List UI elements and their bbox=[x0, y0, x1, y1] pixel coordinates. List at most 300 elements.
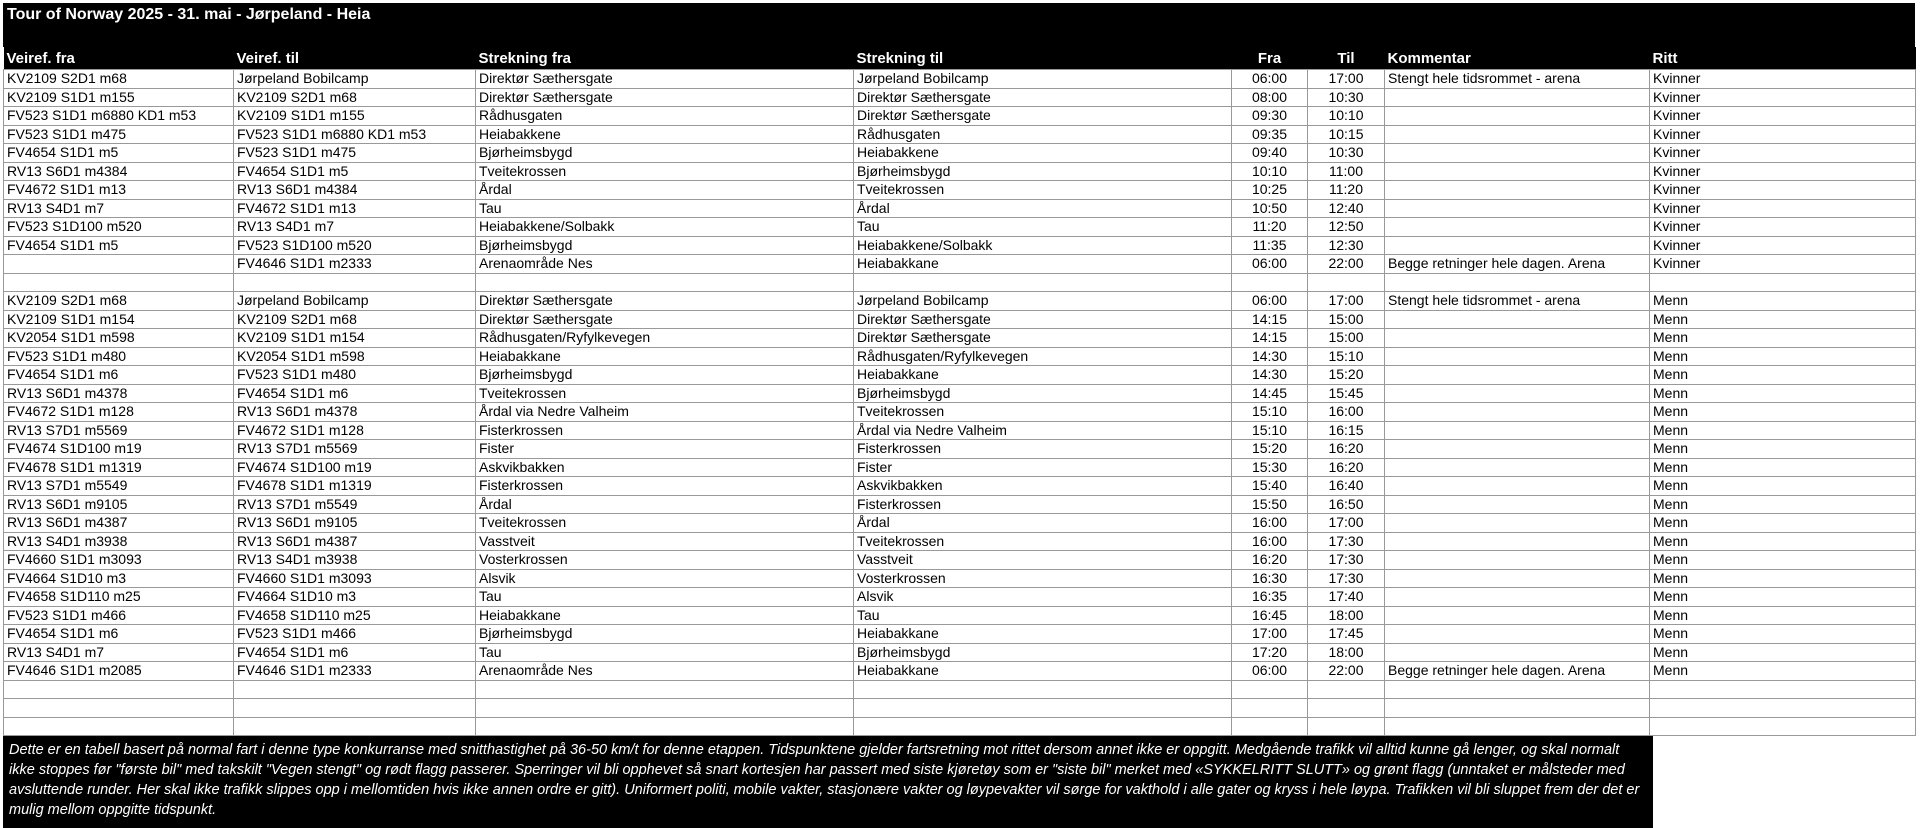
table-cell: 15:10 bbox=[1232, 421, 1308, 440]
table-cell: RV13 S4D1 m3938 bbox=[234, 551, 476, 570]
table-row bbox=[4, 606, 1916, 625]
table-cell bbox=[1308, 717, 1385, 736]
table-cell: RV13 S7D1 m5569 bbox=[234, 440, 476, 459]
table-cell bbox=[1385, 88, 1650, 107]
table-cell: Menn bbox=[1650, 514, 1916, 533]
table-cell: KV2109 S2D1 m68 bbox=[4, 70, 234, 89]
column-header: Veiref. fra bbox=[4, 47, 234, 70]
table-cell bbox=[234, 699, 476, 718]
table-row bbox=[4, 366, 1916, 385]
column-header: Ritt bbox=[1650, 47, 1916, 70]
table-cell: KV2054 S1D1 m598 bbox=[234, 347, 476, 366]
column-header: Til bbox=[1308, 47, 1385, 70]
table-cell: FV4654 S1D1 m6 bbox=[234, 643, 476, 662]
table-cell: 17:40 bbox=[1308, 588, 1385, 607]
table-cell: 17:30 bbox=[1308, 551, 1385, 570]
table-cell: 17:00 bbox=[1308, 292, 1385, 311]
table-cell: 22:00 bbox=[1308, 255, 1385, 274]
table-row bbox=[4, 181, 1916, 200]
table-cell: Kvinner bbox=[1650, 236, 1916, 255]
table-cell: 10:30 bbox=[1308, 144, 1385, 163]
table-cell: Direktør Sæthersgate bbox=[476, 292, 854, 311]
table-cell: 16:20 bbox=[1308, 440, 1385, 459]
table-cell: Askvikbakken bbox=[854, 477, 1232, 496]
table-cell: Tveitekrossen bbox=[854, 181, 1232, 200]
table-cell bbox=[1385, 310, 1650, 329]
table-cell: 17:20 bbox=[1232, 643, 1308, 662]
table-cell: 15:40 bbox=[1232, 477, 1308, 496]
table-cell: 16:00 bbox=[1232, 514, 1308, 533]
table-cell bbox=[1385, 551, 1650, 570]
table-cell: Menn bbox=[1650, 606, 1916, 625]
table-cell: 15:10 bbox=[1232, 403, 1308, 422]
table-cell: Tveitekrossen bbox=[854, 403, 1232, 422]
table-cell: RV13 S4D1 m7 bbox=[4, 199, 234, 218]
table-cell: RV13 S6D1 m9105 bbox=[234, 514, 476, 533]
table-cell: Menn bbox=[1650, 643, 1916, 662]
table-cell: RV13 S6D1 m4378 bbox=[234, 403, 476, 422]
table-cell bbox=[1385, 514, 1650, 533]
table-row bbox=[4, 329, 1916, 348]
table-cell: Kvinner bbox=[1650, 162, 1916, 181]
table-row bbox=[4, 384, 1916, 403]
table-cell: RV13 S6D1 m4384 bbox=[234, 181, 476, 200]
table-cell: Rådhusgaten/Ryfylkevegen bbox=[854, 347, 1232, 366]
table-cell: Tveitekrossen bbox=[854, 532, 1232, 551]
table-cell bbox=[1385, 421, 1650, 440]
table-cell: Stengt hele tidsrommet - arena bbox=[1385, 70, 1650, 89]
table-row bbox=[4, 162, 1916, 181]
table-cell: 11:20 bbox=[1232, 218, 1308, 237]
table-row bbox=[4, 458, 1916, 477]
table-cell bbox=[1385, 329, 1650, 348]
table-cell: Fister bbox=[476, 440, 854, 459]
table-cell: FV523 S1D100 m520 bbox=[4, 218, 234, 237]
table-cell: Vasstveit bbox=[476, 532, 854, 551]
table-cell: 15:00 bbox=[1308, 329, 1385, 348]
table-cell: Rådhusgaten/Ryfylkevegen bbox=[476, 329, 854, 348]
column-header: Strekning til bbox=[854, 47, 1232, 70]
table-cell bbox=[1308, 699, 1385, 718]
table-cell: FV4654 S1D1 m6 bbox=[4, 366, 234, 385]
table-cell: Direktør Sæthersgate bbox=[854, 107, 1232, 126]
table-cell: 10:15 bbox=[1308, 125, 1385, 144]
table-cell: FV4658 S1D110 m25 bbox=[234, 606, 476, 625]
table-cell: 17:30 bbox=[1308, 532, 1385, 551]
table-row bbox=[4, 440, 1916, 459]
table-cell: 11:00 bbox=[1308, 162, 1385, 181]
table-cell: 10:25 bbox=[1232, 181, 1308, 200]
table-cell: Menn bbox=[1650, 532, 1916, 551]
table-row bbox=[4, 699, 1916, 718]
table-cell: Fisterkrossen bbox=[476, 421, 854, 440]
table-cell: Kvinner bbox=[1650, 70, 1916, 89]
table-cell: FV4664 S1D10 m3 bbox=[234, 588, 476, 607]
table-cell bbox=[1385, 199, 1650, 218]
table-cell bbox=[1385, 440, 1650, 459]
table-cell: KV2109 S2D1 m68 bbox=[4, 292, 234, 311]
header-row bbox=[4, 47, 1916, 70]
table-cell bbox=[1385, 495, 1650, 514]
table-cell: 10:50 bbox=[1232, 199, 1308, 218]
table-cell: Heiabakkane bbox=[476, 347, 854, 366]
table-cell bbox=[854, 699, 1232, 718]
table-cell: FV523 S1D1 m466 bbox=[4, 606, 234, 625]
table-cell: FV4654 S1D1 m5 bbox=[234, 162, 476, 181]
table-cell: FV4674 S1D100 m19 bbox=[234, 458, 476, 477]
table-cell: 10:10 bbox=[1308, 107, 1385, 126]
table-cell: Årdal bbox=[854, 199, 1232, 218]
table-cell: Årdal bbox=[854, 514, 1232, 533]
table-cell: 16:35 bbox=[1232, 588, 1308, 607]
table-cell: Begge retninger hele dagen. Arena bbox=[1385, 662, 1650, 681]
table-cell: FV4678 S1D1 m1319 bbox=[234, 477, 476, 496]
table-cell bbox=[1650, 273, 1916, 292]
table-cell: FV523 S1D1 m6880 KD1 m53 bbox=[4, 107, 234, 126]
table-cell bbox=[1232, 273, 1308, 292]
table-cell: Vosterkrossen bbox=[476, 551, 854, 570]
table-cell: Menn bbox=[1650, 366, 1916, 385]
table-cell: Direktør Sæthersgate bbox=[476, 88, 854, 107]
table-cell bbox=[1385, 366, 1650, 385]
table-cell: 17:00 bbox=[1308, 514, 1385, 533]
table-cell: Heiabakkene bbox=[854, 144, 1232, 163]
table-row bbox=[4, 310, 1916, 329]
table-cell: KV2109 S1D1 m154 bbox=[4, 310, 234, 329]
table-cell: FV523 S1D1 m480 bbox=[234, 366, 476, 385]
table-cell: 14:15 bbox=[1232, 329, 1308, 348]
table-header bbox=[4, 47, 1916, 70]
table-cell bbox=[1650, 699, 1916, 718]
table-cell: FV4672 S1D1 m13 bbox=[234, 199, 476, 218]
table-row bbox=[4, 625, 1916, 644]
table-cell bbox=[1385, 717, 1650, 736]
table-row bbox=[4, 569, 1916, 588]
table-cell bbox=[1385, 680, 1650, 699]
table-cell: Jørpeland Bobilcamp bbox=[854, 70, 1232, 89]
table-cell: FV4654 S1D1 m6 bbox=[234, 384, 476, 403]
table-cell: 18:00 bbox=[1308, 606, 1385, 625]
table-row bbox=[4, 532, 1916, 551]
table-cell: Tau bbox=[854, 218, 1232, 237]
table-cell: Tau bbox=[476, 643, 854, 662]
table-cell: Menn bbox=[1650, 403, 1916, 422]
table-cell: 11:35 bbox=[1232, 236, 1308, 255]
table-cell: Menn bbox=[1650, 551, 1916, 570]
table-cell bbox=[1650, 717, 1916, 736]
table-cell: RV13 S4D1 m3938 bbox=[4, 532, 234, 551]
table-cell bbox=[476, 273, 854, 292]
table-cell: Årdal bbox=[476, 181, 854, 200]
table-cell: 06:00 bbox=[1232, 70, 1308, 89]
table-cell: Menn bbox=[1650, 292, 1916, 311]
table-cell: Kvinner bbox=[1650, 218, 1916, 237]
table-cell: 06:00 bbox=[1232, 292, 1308, 311]
table-cell: FV4646 S1D1 m2085 bbox=[4, 662, 234, 681]
table-cell: KV2109 S1D1 m155 bbox=[4, 88, 234, 107]
table-cell bbox=[1385, 532, 1650, 551]
table-cell: FV523 S1D1 m475 bbox=[234, 144, 476, 163]
table-cell: Kvinner bbox=[1650, 255, 1916, 274]
table-cell: Menn bbox=[1650, 421, 1916, 440]
table-cell bbox=[854, 680, 1232, 699]
table-cell bbox=[476, 699, 854, 718]
table-cell: Årdal bbox=[476, 495, 854, 514]
table-cell: FV4672 S1D1 m13 bbox=[4, 181, 234, 200]
table-row bbox=[4, 88, 1916, 107]
table-cell bbox=[1232, 680, 1308, 699]
table-cell: Direktør Sæthersgate bbox=[854, 329, 1232, 348]
table-cell: Heiabakkane bbox=[854, 366, 1232, 385]
table-cell: 14:45 bbox=[1232, 384, 1308, 403]
table-cell: Kvinner bbox=[1650, 144, 1916, 163]
table-cell: FV4672 S1D1 m128 bbox=[4, 403, 234, 422]
table-cell: 14:30 bbox=[1232, 366, 1308, 385]
table-cell: Jørpeland Bobilcamp bbox=[234, 292, 476, 311]
table-cell: Kvinner bbox=[1650, 181, 1916, 200]
table-cell: 16:40 bbox=[1308, 477, 1385, 496]
table-row bbox=[4, 514, 1916, 533]
table-cell: Rådhusgaten bbox=[476, 107, 854, 126]
table-cell: Fisterkrossen bbox=[476, 477, 854, 496]
table-cell bbox=[1308, 273, 1385, 292]
table-cell: Jørpeland Bobilcamp bbox=[234, 70, 476, 89]
table-cell bbox=[854, 273, 1232, 292]
table-cell: 18:00 bbox=[1308, 643, 1385, 662]
table-row bbox=[4, 125, 1916, 144]
table-cell: Menn bbox=[1650, 662, 1916, 681]
table-cell: Årdal via Nedre Valheim bbox=[476, 403, 854, 422]
table-cell bbox=[1385, 588, 1650, 607]
table-cell: FV4674 S1D100 m19 bbox=[4, 440, 234, 459]
table-cell bbox=[1385, 625, 1650, 644]
table-cell: Menn bbox=[1650, 347, 1916, 366]
table-cell: Fisterkrossen bbox=[854, 440, 1232, 459]
table-cell: FV4654 S1D1 m5 bbox=[4, 144, 234, 163]
table-cell: RV13 S7D1 m5549 bbox=[4, 477, 234, 496]
table-cell bbox=[476, 680, 854, 699]
table-cell: RV13 S6D1 m4387 bbox=[234, 532, 476, 551]
table-cell: Menn bbox=[1650, 495, 1916, 514]
table-cell: Bjørheimsbygd bbox=[854, 643, 1232, 662]
table-cell bbox=[4, 255, 234, 274]
table-cell: KV2109 S1D1 m154 bbox=[234, 329, 476, 348]
table-cell: Heiabakkane bbox=[854, 662, 1232, 681]
table-cell: 08:00 bbox=[1232, 88, 1308, 107]
table-cell: Heiabakkane bbox=[854, 625, 1232, 644]
table-cell bbox=[234, 717, 476, 736]
table-row bbox=[4, 551, 1916, 570]
table-row bbox=[4, 421, 1916, 440]
table-cell: Rådhusgaten bbox=[854, 125, 1232, 144]
closure-table bbox=[3, 47, 1916, 736]
table-cell: Tveitekrossen bbox=[476, 514, 854, 533]
table-cell: 12:40 bbox=[1308, 199, 1385, 218]
table-cell: 17:00 bbox=[1308, 70, 1385, 89]
column-header: Veiref. til bbox=[234, 47, 476, 70]
table-cell: Kvinner bbox=[1650, 199, 1916, 218]
table-cell: Direktør Sæthersgate bbox=[854, 310, 1232, 329]
table-row bbox=[4, 680, 1916, 699]
table-cell: Direktør Sæthersgate bbox=[476, 70, 854, 89]
table-cell: 17:30 bbox=[1308, 569, 1385, 588]
table-row bbox=[4, 477, 1916, 496]
table-cell: Stengt hele tidsrommet - arena bbox=[1385, 292, 1650, 311]
table-cell: Direktør Sæthersgate bbox=[854, 88, 1232, 107]
table-cell: Bjørheimsbygd bbox=[854, 162, 1232, 181]
table-cell: 09:35 bbox=[1232, 125, 1308, 144]
table-cell: Bjørheimsbygd bbox=[476, 625, 854, 644]
table-cell bbox=[1385, 125, 1650, 144]
table-row bbox=[4, 717, 1916, 736]
table-cell bbox=[4, 717, 234, 736]
table-cell: 17:00 bbox=[1232, 625, 1308, 644]
table-cell: Heiabakkene/Solbakk bbox=[854, 236, 1232, 255]
column-header: Kommentar bbox=[1385, 47, 1650, 70]
table-row bbox=[4, 144, 1916, 163]
table-cell: Askvikbakken bbox=[476, 458, 854, 477]
table-cell: Menn bbox=[1650, 569, 1916, 588]
table-cell: Heiabakkane bbox=[854, 255, 1232, 274]
table-row bbox=[4, 255, 1916, 274]
table-cell: Jørpeland Bobilcamp bbox=[854, 292, 1232, 311]
table-row bbox=[4, 495, 1916, 514]
table-cell: Bjørheimsbygd bbox=[476, 144, 854, 163]
table-cell bbox=[1650, 680, 1916, 699]
table-cell: 16:20 bbox=[1308, 458, 1385, 477]
table-cell: 09:40 bbox=[1232, 144, 1308, 163]
table-cell: 06:00 bbox=[1232, 662, 1308, 681]
table-cell: Fister bbox=[854, 458, 1232, 477]
column-header: Strekning fra bbox=[476, 47, 854, 70]
table-cell: 15:00 bbox=[1308, 310, 1385, 329]
table-cell bbox=[234, 680, 476, 699]
table-cell: 10:30 bbox=[1308, 88, 1385, 107]
table-cell: FV4658 S1D110 m25 bbox=[4, 588, 234, 607]
table-cell: Årdal via Nedre Valheim bbox=[854, 421, 1232, 440]
table-cell: 17:45 bbox=[1308, 625, 1385, 644]
table-cell: 15:20 bbox=[1232, 440, 1308, 459]
table-cell bbox=[476, 717, 854, 736]
table-cell bbox=[1385, 458, 1650, 477]
table-cell bbox=[1385, 162, 1650, 181]
table-cell bbox=[1232, 717, 1308, 736]
table-cell: RV13 S7D1 m5569 bbox=[4, 421, 234, 440]
table-cell: 14:30 bbox=[1232, 347, 1308, 366]
table-cell: 16:00 bbox=[1308, 403, 1385, 422]
table-cell: FV523 S1D1 m466 bbox=[234, 625, 476, 644]
table-cell bbox=[1385, 347, 1650, 366]
table-cell: 12:50 bbox=[1308, 218, 1385, 237]
table-cell: Kvinner bbox=[1650, 88, 1916, 107]
table-cell: Menn bbox=[1650, 458, 1916, 477]
table-cell bbox=[1385, 477, 1650, 496]
table-cell bbox=[4, 699, 234, 718]
table-cell bbox=[1385, 107, 1650, 126]
table-cell: Menn bbox=[1650, 588, 1916, 607]
table-cell: RV13 S7D1 m5549 bbox=[234, 495, 476, 514]
table-cell bbox=[1385, 218, 1650, 237]
table-row bbox=[4, 292, 1916, 311]
table-row bbox=[4, 218, 1916, 237]
table-cell: KV2054 S1D1 m598 bbox=[4, 329, 234, 348]
table-cell: Menn bbox=[1650, 477, 1916, 496]
disclaimer-note: Dette er en tabell basert på normal fart i denne type konkurranse med snitthastighet på 36-50 km/t for denne etappen. Tidspunktene gjelder fartsretning mot rittet dersom annet ikke er oppgitt. Medgående trafikk vil alltid kunne gå lenger, og skal normalt ikke stoppes før "første bil" med takskilt "Vegen stengt" og rødt flagg passerer. Sperringer vil bli opphevet så snart kortesjen har passert med siste kjøretøy som er "siste bil" merket med «SYKKELRITT SLUTT» og grønt flagg (unntaket er målsteder med avsluttende runder. Her skal ikke trafikk slippes opp i mellomtiden hvis ikke annen ordre er gitt). Uniformert politi, mobile vakter, stasjonære vakter og løypevakter vil sørge for vakthold i alle gater og kryss i hele løypa. Trafikken vil bli sluppet frem der det er mulig mellom oppgitte tidspunkt. bbox=[3, 736, 1653, 828]
table-cell: 16:50 bbox=[1308, 495, 1385, 514]
table-cell: FV4660 S1D1 m3093 bbox=[234, 569, 476, 588]
table-cell bbox=[1385, 403, 1650, 422]
table-cell: Direktør Sæthersgate bbox=[476, 310, 854, 329]
table-cell: 15:30 bbox=[1232, 458, 1308, 477]
table-cell: RV13 S6D1 m9105 bbox=[4, 495, 234, 514]
table-cell bbox=[1385, 606, 1650, 625]
table-row bbox=[4, 403, 1916, 422]
table-row bbox=[4, 347, 1916, 366]
table-cell: FV4672 S1D1 m128 bbox=[234, 421, 476, 440]
table-cell: Menn bbox=[1650, 329, 1916, 348]
table-cell: Alsvik bbox=[476, 569, 854, 588]
table-cell: RV13 S6D1 m4378 bbox=[4, 384, 234, 403]
table-cell bbox=[1232, 699, 1308, 718]
table-cell: Tveitekrossen bbox=[476, 384, 854, 403]
table-cell bbox=[4, 680, 234, 699]
table-cell bbox=[1385, 236, 1650, 255]
table-cell bbox=[1308, 680, 1385, 699]
table-cell: Tau bbox=[476, 199, 854, 218]
table-body bbox=[4, 70, 1916, 736]
table-cell: FV4654 S1D1 m5 bbox=[4, 236, 234, 255]
table-cell: 14:15 bbox=[1232, 310, 1308, 329]
table-cell: 16:15 bbox=[1308, 421, 1385, 440]
table-cell: RV13 S4D1 m7 bbox=[4, 643, 234, 662]
table-cell: RV13 S6D1 m4387 bbox=[4, 514, 234, 533]
table-cell: Kvinner bbox=[1650, 107, 1916, 126]
table-cell: FV4664 S1D10 m3 bbox=[4, 569, 234, 588]
table-cell: RV13 S6D1 m4384 bbox=[4, 162, 234, 181]
table-cell: Fisterkrossen bbox=[854, 495, 1232, 514]
table-cell: Tau bbox=[854, 606, 1232, 625]
table-cell: Vosterkrossen bbox=[854, 569, 1232, 588]
table-cell: KV2109 S1D1 m155 bbox=[234, 107, 476, 126]
table-cell: Bjørheimsbygd bbox=[476, 236, 854, 255]
table-cell: RV13 S4D1 m7 bbox=[234, 218, 476, 237]
table-cell bbox=[1385, 569, 1650, 588]
table-cell: 16:00 bbox=[1232, 532, 1308, 551]
table-cell: 16:30 bbox=[1232, 569, 1308, 588]
table-row bbox=[4, 199, 1916, 218]
table-row bbox=[4, 236, 1916, 255]
table-cell: 15:45 bbox=[1308, 384, 1385, 403]
table-cell bbox=[234, 273, 476, 292]
sheet-title: Tour of Norway 2025 - 31. mai - Jørpeland - Heia bbox=[3, 3, 1915, 47]
table-cell: Heiabakkene bbox=[476, 125, 854, 144]
table-cell: Menn bbox=[1650, 384, 1916, 403]
table-cell: FV4646 S1D1 m2333 bbox=[234, 662, 476, 681]
table-cell: KV2109 S2D1 m68 bbox=[234, 88, 476, 107]
table-row bbox=[4, 70, 1916, 89]
table-cell bbox=[1385, 273, 1650, 292]
table-cell: FV523 S1D1 m6880 KD1 m53 bbox=[234, 125, 476, 144]
table-cell bbox=[1385, 181, 1650, 200]
table-cell bbox=[1385, 384, 1650, 403]
table-cell: Arenaområde Nes bbox=[476, 662, 854, 681]
table-cell bbox=[1385, 699, 1650, 718]
spreadsheet bbox=[3, 3, 1915, 828]
table-row bbox=[4, 273, 1916, 292]
column-header: Fra bbox=[1232, 47, 1308, 70]
table-cell bbox=[1385, 144, 1650, 163]
table-cell bbox=[854, 717, 1232, 736]
